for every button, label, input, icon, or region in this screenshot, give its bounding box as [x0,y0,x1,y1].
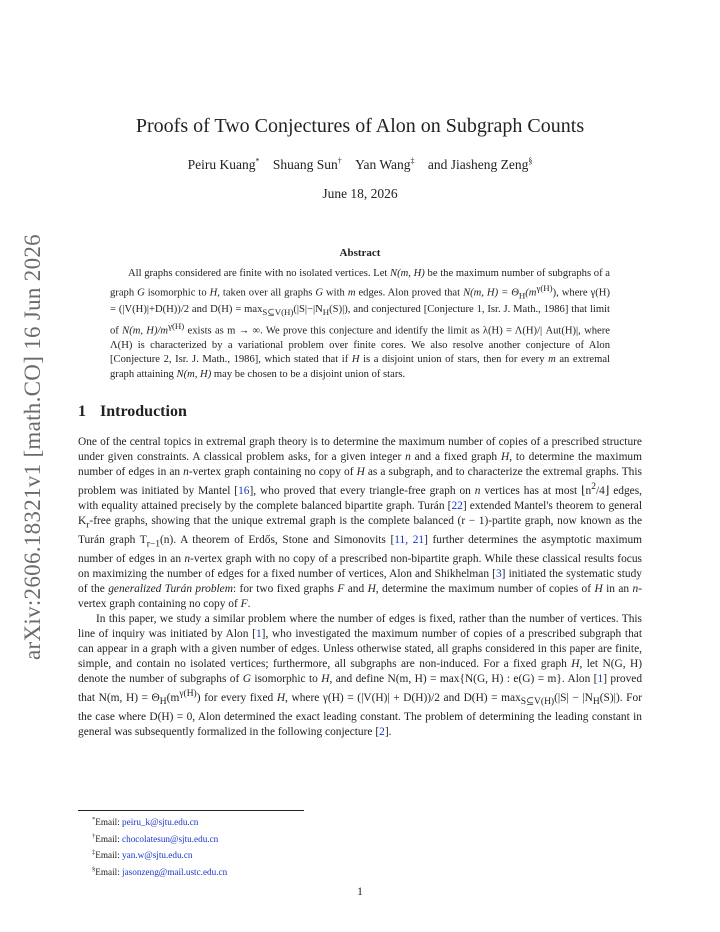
citation-link[interactable]: 11, 21 [394,534,425,547]
footnote-rule [78,810,304,811]
footnote: *Email: peiru_k@sjtu.edu.cn [92,816,199,828]
footnote: ‡Email: yan.w@sjtu.edu.cn [92,849,193,861]
citation-link[interactable]: 3 [495,568,502,581]
email-link[interactable]: yan.w@sjtu.edu.cn [122,850,193,861]
author: Yan Wang‡ [355,156,415,172]
abstract-text: All graphs considered are finite with no isolated vertices. Let N(m, H) be the maximum number of subgraphs of a graph G isomorphic to H, taken over all graphs G with m edges. Alon proved that N(m, $H) = \Theta_H(m^{\gamma(H)})$, where γ(H) = (|V(H)|+D(H))/2 and $D(H) = \max_{S⊆V(H)}(|S|-|N_H(S)|)$, and conjectured [Conjecture 1, Isr. J. Math., 1986] that limit of N(m, $H)/m^{\gamma(H)}$ exists as m → ∞. We prove this conjecture and identify the limit as λ(H) = Λ(H)/| Aut(H)|, where Λ(H) is characterized by a variational problem over finite cores. We also resolve another conjecture of Alon [Conjecture 2, Isr. J. Math., 1986], which stated that if H is a disjoint union of stars, then for every m an extremal graph attaining N(m, H) may be chosen to be a disjoint union of stars. [110,268,611,380]
footnotes [92,813,227,879]
author-list [0,156,720,173]
citation-link[interactable]: 22 [451,499,463,512]
paper-title: Proofs of Two Conjectures of Alon on Subgraph Counts [135,115,585,137]
footnote: §Email: jasonzeng@mail.ustc.edu.cn [92,865,228,877]
email-link[interactable]: peiru_k@sjtu.edu.cn [122,817,199,828]
paragraph: One of the central topics in extremal graph theory is to determine the maximum number of copies of a prescribed structure under given constraints. A classical problem asks, for a given integer n and a fixed graph H, to determine the maximum number of edges in an n-vertex graph containing no copy of H as a subgraph, and to characterize the extremal graphs. This problem was initiated by Mantel [16], who proved that every triangle-free graph on n vertices has at most $⌊n^2/4⌋$ edges, with equality attained precisely by the complete balanced bipartite graph. Turán [22] extended Mantel's theorem to general $K_r$-free graphs, showing that the unique extremal graph is the complete balanced (r − 1)-partite graph, now known as the Turán graph $T_{r-1}(n)$. A theorem of Erdős, Stone and Simonovits [11, 21] further determines the asymptotic maximum number of edges in an n-vertex graph with no copy of a prescribed non-bipartite graph. While these classical results focus on maximizing the number of edges for a fixed number of vertices, Alon and Shikhelman [3] initiated the systematic study of the generalized Turán problem: for two fixed graphs F and H, determine the maximum number of copies of H in an n-vertex graph containing no copy of F. [78,436,643,611]
section-heading: 1 Introduction [78,403,187,420]
abstract-heading: Abstract [339,247,381,259]
email-link[interactable]: chocolatesun@sjtu.edu.cn [122,833,219,844]
citation-link[interactable]: 1 [255,628,262,641]
author: Peiru Kuang* [187,156,260,172]
email-link[interactable]: jasonzeng@mail.ustc.edu.cn [122,866,228,877]
citation-link[interactable]: 16 [238,484,250,497]
citation-link[interactable]: 2 [379,726,385,739]
citation-link[interactable]: 1 [597,673,604,686]
section-body [78,435,642,740]
paper-date: June 18, 2026 [322,186,398,201]
author: and Jiasheng Zeng§ [427,156,533,172]
author: Shuang Sun† [272,156,342,172]
footnote: †Email: chocolatesun@sjtu.edu.cn [92,832,219,844]
paragraph: In this paper, we study a similar problem where the number of edges is fixed, rather than the number of vertices. This line of inquiry was initiated by Alon [1], who investigated the maximum number of copies of a prescribed subgraph that can appear in a graph with a given number of edges. Unless otherwise stated, all graphs considered in this paper are finite, simple, and contain no isolated vertices; furthermore, all subgraphs are non-induced. For a fixed graph H, let N(G, H) denote the number of subgraphs of G isomorphic to H, and define N(m, H) = max{N(G, H) : e(G) = m}. Alon [1] proved that N(m, $H) = \Theta_H(m^{\gamma(H)})$ for every fixed H, where γ(H) = (|V(H)| + D(H))/2 and $D(H) = \max_{S⊆V(H)}(|S| - |N_H(S)|)$. For the case where D(H) = 0, Alon determined the exact leading constant. The problem of determining the leading constant in general was subsequently formalized in the following conjecture [2]. [78,613,643,739]
arxiv-stamp: arXiv:2606.18321v1 [math.CO] 16 Jun 2026 [20,234,45,660]
page-number: 1 [357,886,363,898]
